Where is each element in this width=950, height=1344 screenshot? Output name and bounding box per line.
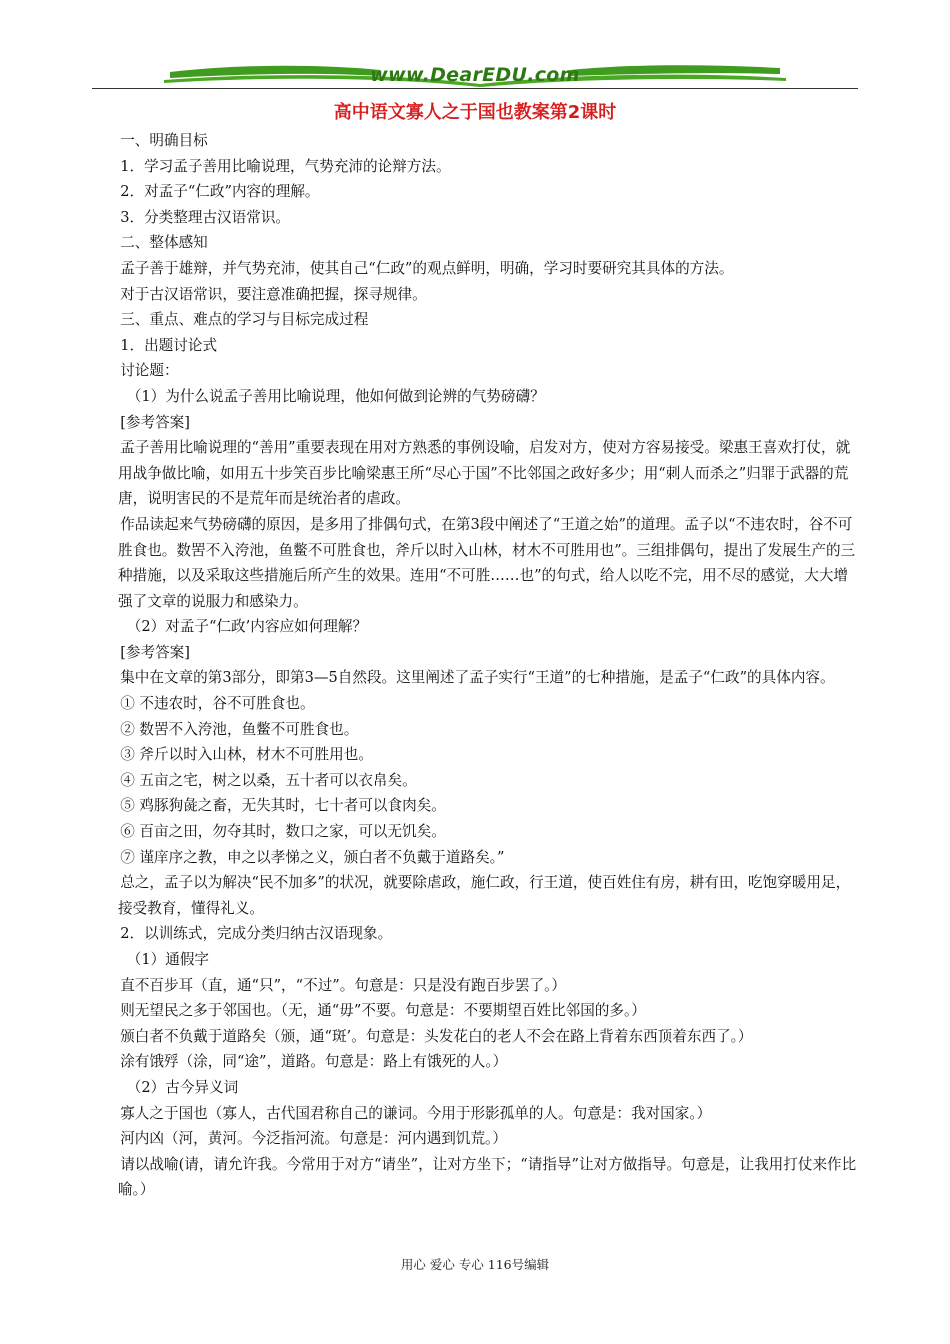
tongjiazi-example-1: 直不百步耳（直，通“只”，“不过”。句意是：只是没有跑百步罢了。） [120, 976, 566, 994]
tongjiazi-example-2: 则无望民之多于邻国也。（无，通“毋”不要。句意是：不要期望百姓比邻国的多。） [120, 1002, 646, 1020]
tongjiazi-example-3: 颁白者不负戴于道路矣（颁，通“斑’。句意是：头发花白的老人不会在路上背着东西顶着东西了。） [120, 1027, 753, 1045]
category-gujin-yiyi: （2）古今异义词 [126, 1078, 239, 1096]
gujin-example-2: 河内凶（河，黄河。今泛指河流。句意是：河内遇到饥荒。） [120, 1130, 507, 1148]
overview-paragraph-2: 对于古汉语常识，要注意准确把握，探寻规律。 [120, 285, 427, 303]
gujin-example-3: 请以战喻(请，请允许我。今常用于对方“请坐”，让对方坐下；“请指导”让对方做指导。句意是，让我用打仗来作比喻。） [118, 1155, 857, 1199]
answer-paragraph-3: 集中在文章的第3部分，即第3—5自然段。这里阐述了孟子实行“王道”的七种措施，是孟子“仁政”的具体内容。 [120, 669, 835, 687]
site-logo[interactable]: www.DearEDU.com [370, 64, 580, 86]
answer-paragraph-2: 作品读起来气势磅礴的原因，是多用了排偶句式，在第3段中阐述了“王道之始”的道理。孟子以“不违农时，谷不可胜食也。数罟不入洿池，鱼鳖不可胜食也，斧斤以时入山林，材木不可胜用也”。三组排偶句，提出了发展生产的三种措施，以及采取这些措施后所产生的效果。连用“不可胜……也”的句式，给人以吃不完，用不尽的感觉，大大增强了文章的说服力和感染力。 [118, 515, 856, 610]
header-banner [150, 62, 800, 88]
goal-item-1: 1．学习孟子善用比喻说理，气势充沛的论辩方法。 [120, 157, 451, 175]
page-footer: 用心 爱心 专心 116号编辑 [400, 1257, 550, 1272]
category-tongjiazi: （1）通假字 [126, 951, 210, 968]
document-body [118, 128, 860, 1203]
section-heading-overview: 二、整体感知 [120, 234, 208, 252]
measure-item-2: ② 数罟不入洿池，鱼鳖不可胜食也。 [120, 720, 359, 738]
document-title: 高中语文寡人之于国也教案第2课时 [333, 102, 617, 123]
summary-paragraph: 总之，孟子以为解决“民不加多”的状况，就要除虐政，施仁政，行王道，使百姓住有房，耕有田，吃饱穿暖用足，接受教育，懂得礼义。 [118, 874, 851, 917]
tongjiazi-example-4: 涂有饿殍（涂，同“途”，道路。句意是：路上有饿死的人。） [120, 1053, 508, 1071]
section-heading-goals: 一、明确目标 [120, 132, 208, 149]
subheading-discussion: 1．出题讨论式 [120, 336, 218, 354]
subheading-training: 2．以训练式，完成分类归纳古汉语现象。 [120, 925, 393, 943]
measure-item-5: ⑤ 鸡豚狗彘之畜，无失其时，七十者可以食肉矣。 [120, 797, 446, 815]
overview-paragraph-1: 孟子善于雄辩，并气势充沛，使其自己“仁政”的观点鲜明，明确，学习时要研究其具体的方法。 [120, 259, 734, 277]
measure-item-4: ④ 五亩之宅，树之以桑，五十者可以衣帛矣。 [120, 771, 417, 789]
goal-item-3: 3．分类整理古汉语常识。 [120, 208, 291, 226]
question-1: （1）为什么说孟子善用比喻说理，他如何做到论辨的气势磅礴？ [126, 387, 545, 405]
section-heading-process: 三、重点、难点的学习与目标完成过程 [120, 311, 369, 329]
question-2: （2）对孟子“仁政’内容应如何理解？ [126, 618, 368, 636]
answer-label-1: [参考答案] [120, 413, 190, 431]
measure-item-7: ⑦ 谨庠序之教，申之以孝悌之义，颁白者不负戴于道路矣。” [120, 848, 505, 866]
measure-item-1: ① 不违农时，谷不可胜食也。 [120, 695, 315, 713]
answer-label-2: [参考答案] [120, 643, 190, 661]
measure-item-3: ③ 斧斤以时入山林，材木不可胜用也。 [120, 746, 373, 764]
gujin-example-1: 寡人之于国也（寡人，古代国君称自己的谦词。今用于形影孤单的人。句意是：我对国家。） [120, 1104, 712, 1122]
measure-item-6: ⑥ 百亩之田，勿夺其时，数口之家，可以无饥矣。 [120, 823, 446, 841]
header-divider [92, 88, 858, 89]
answer-paragraph-1: 孟子善用比喻说理的“善用”重要表现在用对方熟悉的事例设喻，启发对方，使对方容易接受。梁惠王喜欢打仗，就用战争做比喻，如用五十步笑百步比喻梁惠王所“尽心于国”不比邻国之政好多少；用“刺人而杀之”归罪于武器的荒唐，说明害民的不是荒年而是统治者的虐政。 [118, 439, 851, 508]
goal-item-2: 2．对孟子“仁政”内容的理解。 [120, 183, 320, 201]
discussion-label: 讨论题： [120, 362, 179, 380]
